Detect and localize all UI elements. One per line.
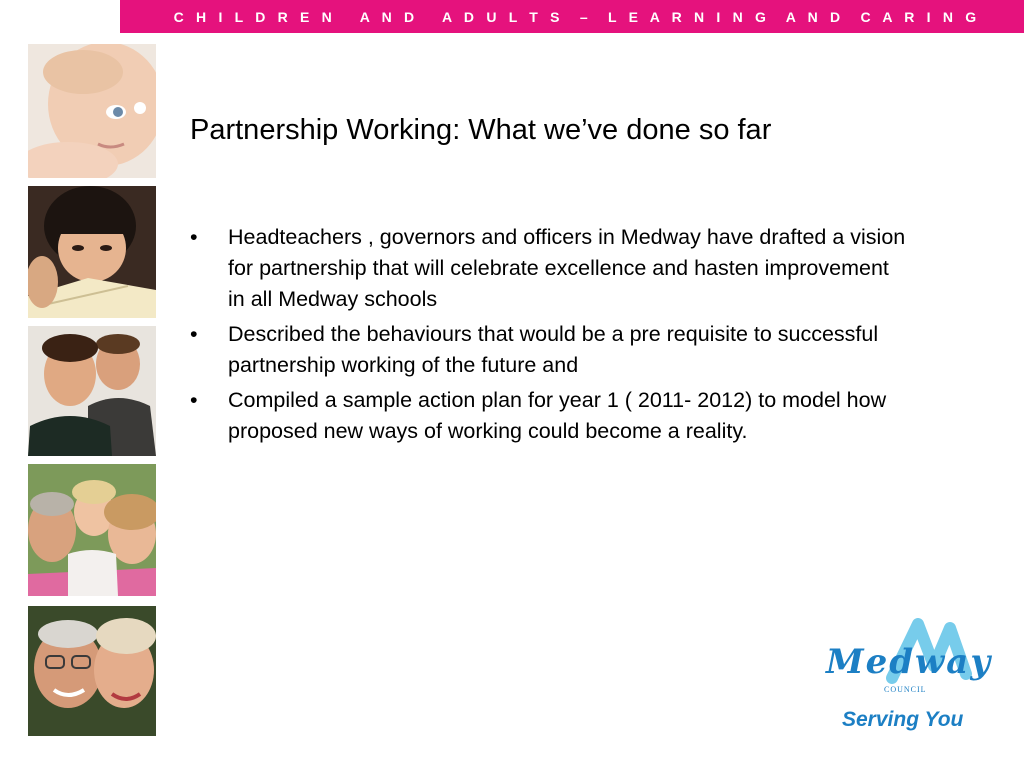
logo-council-text: COUNCIL xyxy=(884,685,927,694)
bullet-marker: • xyxy=(190,388,198,412)
bullet-list xyxy=(190,222,910,451)
teenage-boys-photo xyxy=(28,326,156,456)
bullet-item xyxy=(190,319,910,381)
logo-wordmark: Medway xyxy=(826,642,993,682)
logo-tagline: Serving You xyxy=(842,708,964,731)
bullet-marker: • xyxy=(190,322,198,346)
baby-photo xyxy=(28,44,156,178)
header-banner xyxy=(120,0,1024,33)
bullet-item xyxy=(190,385,910,447)
slide-title: Partnership Working: What we’ve done so far xyxy=(190,114,772,146)
bullet-marker: • xyxy=(190,225,198,249)
family-photo xyxy=(28,464,156,596)
banner-text: C H I L D R E N A N D A D U L T S – L E A R N I N G A N D C A R I N G xyxy=(173,8,981,25)
bullet-item xyxy=(190,222,910,315)
older-couple-photo xyxy=(28,606,156,736)
girl-reading-photo xyxy=(28,186,156,318)
bullet-text: Described the behaviours that would be a pre requisite to successful partnership working of the future and xyxy=(228,322,879,377)
medway-council-logo xyxy=(822,618,1002,746)
bullet-text: Compiled a sample action plan for year 1 ( 2011- 2012) to model how proposed new ways of working could become a reality. xyxy=(228,388,887,443)
bullet-text: Headteachers , governors and officers in Medway have drafted a vision for partnership that will celebrate excellence and hasten improvement in all Medway schools xyxy=(228,225,906,311)
